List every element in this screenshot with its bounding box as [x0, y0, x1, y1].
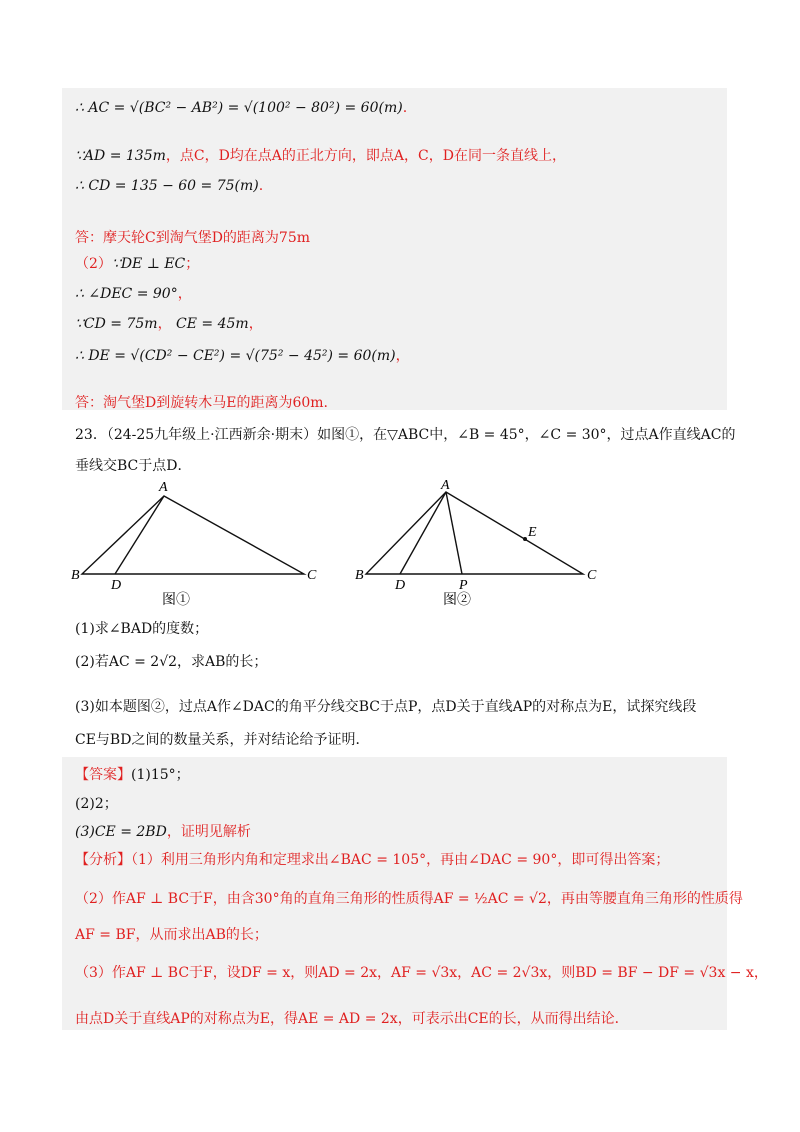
label-C-2: C: [587, 568, 597, 583]
solution-line-cd-ce: ∵CD = 75m， CE = 45m，: [75, 316, 263, 332]
label-B-2: B: [355, 568, 364, 583]
point-e-2: [523, 537, 527, 541]
figure-1: [60, 478, 330, 613]
analysis-3-line1: （3）作AF ⊥ BC于F，设DF = x，则AD = 2x，AF = √3x，AC = 2√3x，则BD = BF − DF = √3x − x，: [75, 965, 768, 981]
label-A-2: A: [441, 478, 450, 493]
label-P-2: P: [459, 578, 468, 593]
question-3-line1: (3)如本题图②，过点A作∠DAC的角平分线交BC于点P，点D关于直线AP的对称点为E，试探究线段: [75, 699, 697, 715]
question-1: (1)求∠BAD的度数；: [75, 621, 209, 637]
figure-1-caption: 图①: [162, 593, 190, 608]
problem-23-line1: 23．（24-25九年级上·江西新余·期末）如图①，在▽ABC中，∠B = 45°，∠C = 30°，过点A作直线AC的: [75, 427, 736, 443]
triangle-abc-2: [366, 492, 583, 574]
label-E-2: E: [528, 525, 537, 540]
figure-2: [345, 478, 615, 613]
label-B-1: B: [71, 568, 80, 583]
solution-line-ad: ∵AD = 135m，点C，D均在点A的正北方向，即点A，C，D在同一条直线上，: [75, 148, 566, 164]
answer-3: (3)CE = 2BD，证明见解析: [75, 824, 251, 840]
answer-2: (2)2；: [75, 796, 118, 812]
problem-23-line2: 垂线交BC于点D．: [75, 458, 192, 474]
figure-2-caption: 图②: [443, 593, 471, 608]
solution-line-cd: ∴ CD = 135 − 60 = 75(m).: [75, 178, 264, 194]
answer-1: 【答案】(1)15°；: [75, 767, 190, 783]
solution-part2-header: （2）∵DE ⊥ EC；: [75, 256, 200, 272]
question-2: (2)若AC = 2√2，求AB的长；: [75, 654, 268, 670]
answer-1-text: 答：摩天轮C到淘气堡D的距离为75m: [75, 230, 311, 246]
analysis-2-line1: （2）作AF ⊥ BC于F，由含30°角的直角三角形的性质得AF = ½AC = √2，再由等腰直角三角形的性质得: [75, 891, 743, 907]
segment-ap-2: [446, 492, 462, 574]
solution-line-ac: ∴ AC = √(BC² − AB²) = √(100² − 80²) = 60(m).: [75, 100, 408, 116]
solution-line-angle: ∴ ∠DEC = 90°，: [75, 286, 192, 302]
analysis-1: 【分析】（1）利用三角形内角和定理求出∠BAC = 105°，再由∠DAC = 90°，即可得出答案；: [75, 852, 670, 868]
label-A-1: A: [159, 480, 168, 495]
solution-line-de: ∴ DE = √(CD² − CE²) = √(75² − 45²) = 60(m)，: [75, 348, 410, 364]
triangle-abc-1: [82, 496, 304, 574]
label-C-1: C: [307, 568, 317, 583]
label-D-2: D: [395, 578, 406, 593]
answer-2-text: 答：淘气堡D到旋转木马E的距离为60m.: [75, 395, 328, 411]
analysis-3-line2: 由点D关于直线AP的对称点为E，得AE = AD = 2x，可表示出CE的长，从而得出结论．: [75, 1011, 629, 1027]
label-D-1: D: [111, 578, 122, 593]
analysis-2-line2: AF = BF，从而求出AB的长；: [75, 927, 268, 943]
question-3-line2: CE与BD之间的数量关系，并对结论给予证明．: [75, 732, 370, 748]
